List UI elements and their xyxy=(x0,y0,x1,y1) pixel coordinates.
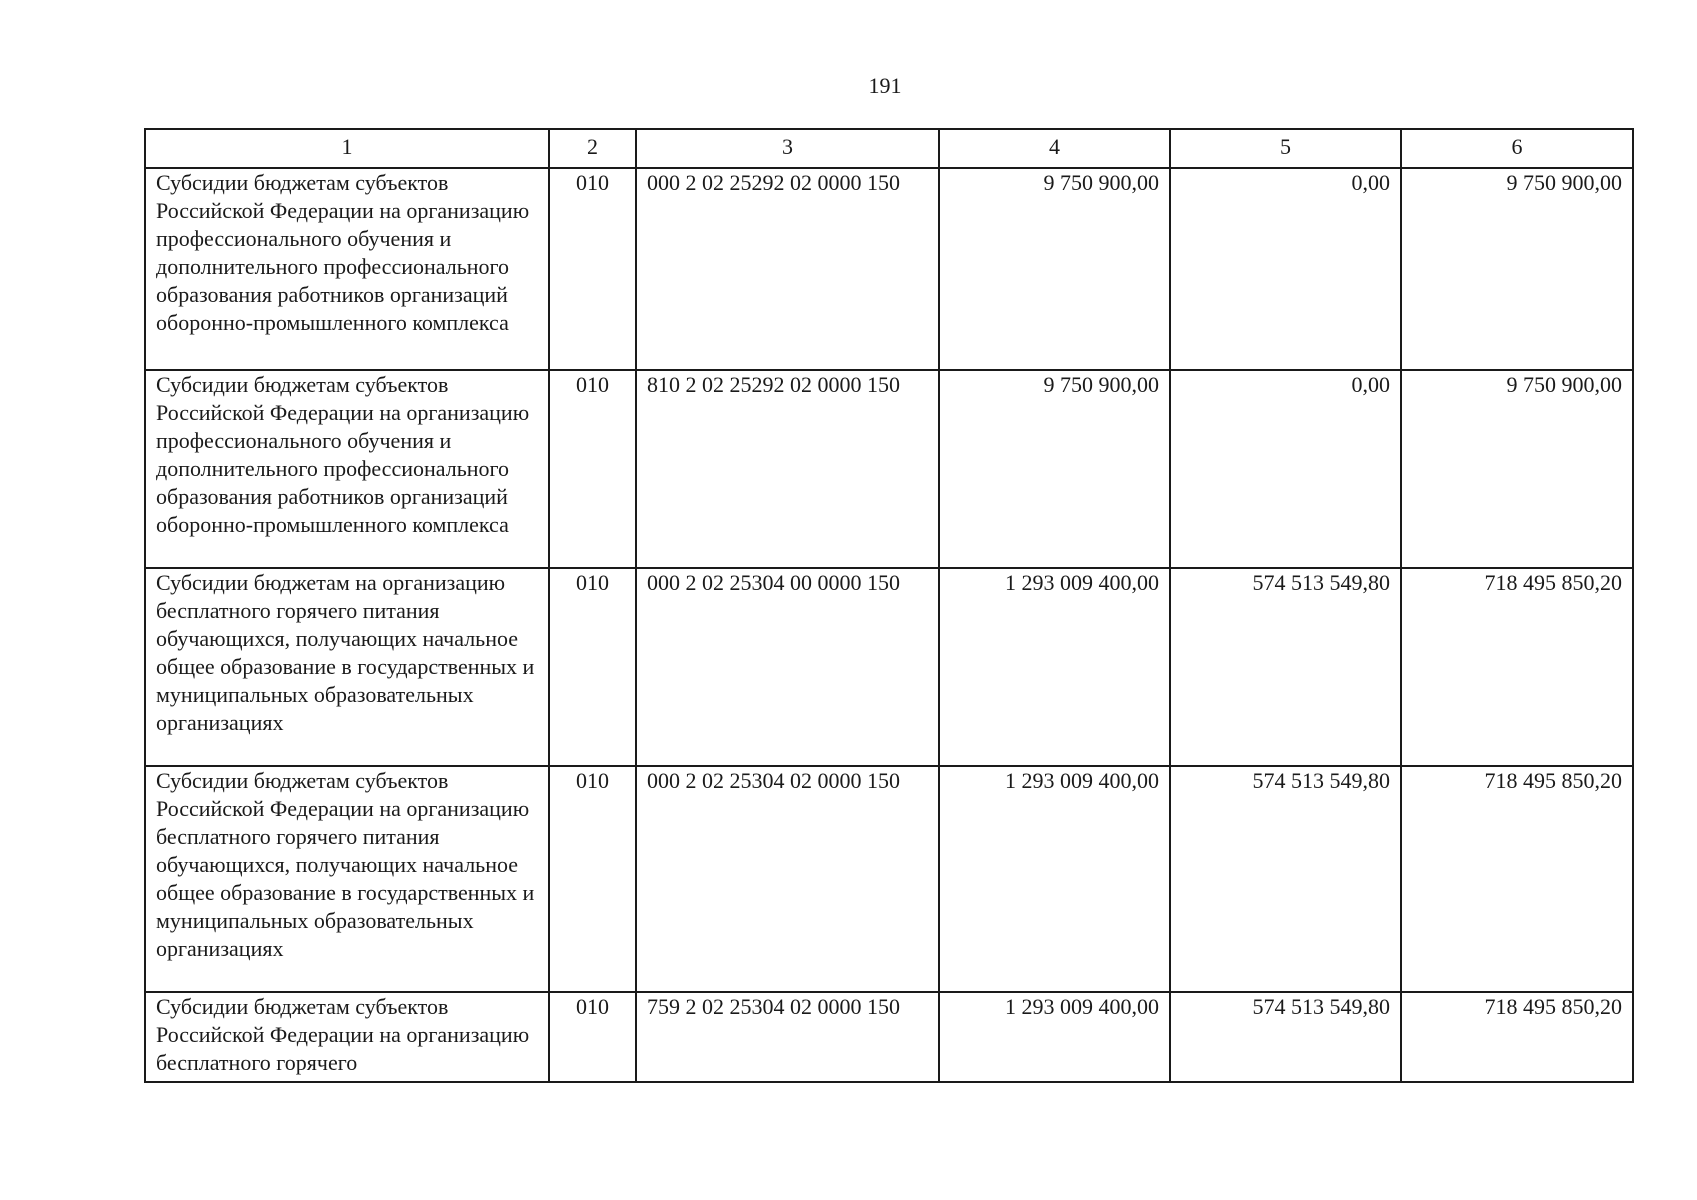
row-amount-col6-cell: 9 750 900,00 xyxy=(1401,370,1633,568)
table-row xyxy=(145,568,1633,766)
row-amount-col4-cell: 1 293 009 400,00 xyxy=(939,992,1170,1082)
column-header-6: 6 xyxy=(1401,129,1633,168)
budget-table xyxy=(144,128,1634,1083)
column-header-3: 3 xyxy=(636,129,939,168)
row-amount-col5-cell: 0,00 xyxy=(1170,370,1401,568)
column-header-1: 1 xyxy=(145,129,549,168)
row-amount-col5-cell: 574 513 549,80 xyxy=(1170,766,1401,992)
row-amount-col4-cell: 9 750 900,00 xyxy=(939,168,1170,370)
column-header-4: 4 xyxy=(939,129,1170,168)
row-amount-col6-cell: 718 495 850,20 xyxy=(1401,992,1633,1082)
row-amount-col4-cell: 1 293 009 400,00 xyxy=(939,766,1170,992)
row-budget-code-cell: 000 2 02 25304 02 0000 150 xyxy=(636,766,939,992)
column-header-2: 2 xyxy=(549,129,636,168)
row-budget-code-cell: 759 2 02 25304 02 0000 150 xyxy=(636,992,939,1082)
table-row xyxy=(145,992,1633,1082)
row-admin-code-cell: 010 xyxy=(549,168,636,370)
header-row xyxy=(145,129,1633,168)
column-header-5: 5 xyxy=(1170,129,1401,168)
table-row xyxy=(145,370,1633,568)
table-row xyxy=(145,168,1633,370)
row-budget-code-cell: 000 2 02 25304 00 0000 150 xyxy=(636,568,939,766)
row-amount-col4-cell: 9 750 900,00 xyxy=(939,370,1170,568)
row-budget-code-cell: 000 2 02 25292 02 0000 150 xyxy=(636,168,939,370)
row-name-cell: Субсидии бюджетам субъектов Российской Федерации на организацию бесплатного горячего питания обучающихся, получающих начальное общее образование в государственных и муниципальных образовательных организациях xyxy=(145,766,549,992)
row-name-cell: Субсидии бюджетам на организацию бесплатного горячего питания обучающихся, получающих начальное общее образование в государственных и муниципальных образовательных организациях xyxy=(145,568,549,766)
row-amount-col5-cell: 574 513 549,80 xyxy=(1170,568,1401,766)
table-row xyxy=(145,766,1633,992)
row-admin-code-cell: 010 xyxy=(549,370,636,568)
row-name-cell: Субсидии бюджетам субъектов Российской Федерации на организацию бесплатного горячего xyxy=(145,992,549,1082)
page-number: 191 xyxy=(868,73,902,98)
row-name-cell: Субсидии бюджетам субъектов Российской Федерации на организацию профессионального обучения и дополнительного профессионального образования работников организаций оборонно-промышленного комплекса xyxy=(145,168,549,370)
row-budget-code-cell: 810 2 02 25292 02 0000 150 xyxy=(636,370,939,568)
row-amount-col5-cell: 574 513 549,80 xyxy=(1170,992,1401,1082)
row-amount-col6-cell: 718 495 850,20 xyxy=(1401,766,1633,992)
row-amount-col6-cell: 718 495 850,20 xyxy=(1401,568,1633,766)
row-name-cell: Субсидии бюджетам субъектов Российской Федерации на организацию профессионального обучения и дополнительного профессионального образования работников организаций оборонно-промышленного комплекса xyxy=(145,370,549,568)
row-admin-code-cell: 010 xyxy=(549,766,636,992)
row-amount-col6-cell: 9 750 900,00 xyxy=(1401,168,1633,370)
row-amount-col4-cell: 1 293 009 400,00 xyxy=(939,568,1170,766)
row-admin-code-cell: 010 xyxy=(549,992,636,1082)
row-admin-code-cell: 010 xyxy=(549,568,636,766)
row-amount-col5-cell: 0,00 xyxy=(1170,168,1401,370)
